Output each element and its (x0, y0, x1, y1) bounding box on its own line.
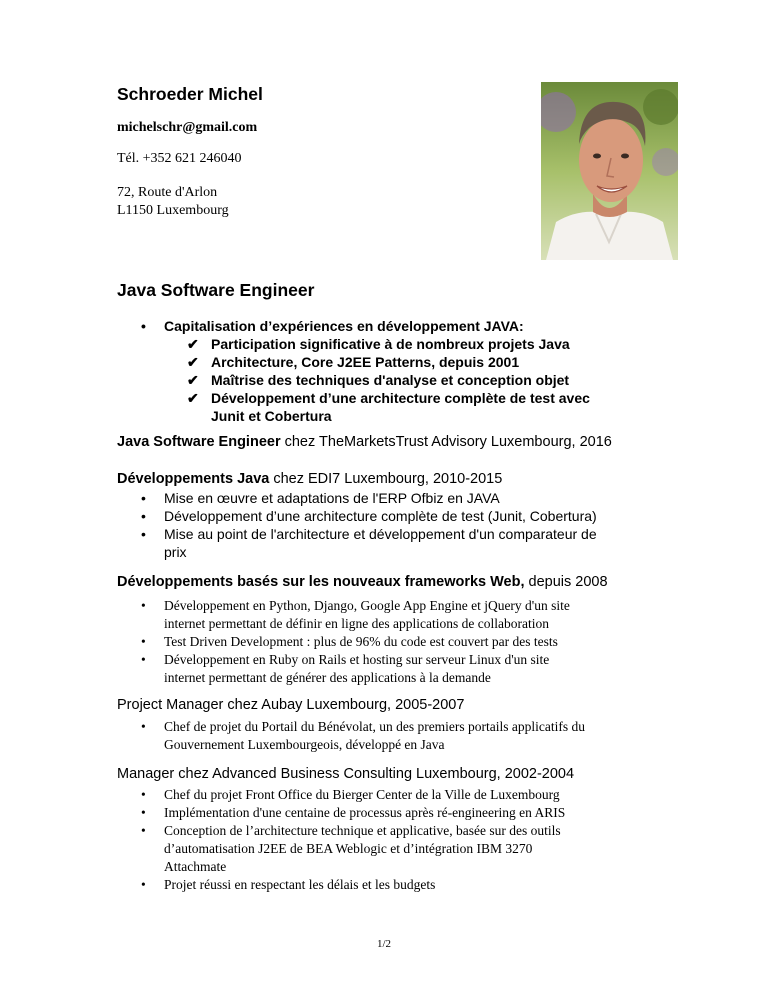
phone-number: Tél. +352 621 246040 (117, 151, 242, 166)
experience-list (117, 786, 565, 894)
address-line-2: L1150 Luxembourg (117, 203, 229, 218)
experience-details: depuis 2008 (524, 574, 608, 590)
list-item: • Chef du projet Front Office du Bierger Center de la Ville de Luxembourg (117, 786, 565, 804)
list-item-continuation: internet permettant de définir en ligne des applications de collaboration (164, 616, 549, 631)
list-item-continuation: d’automatisation J2EE de BEA Weblogic et d’intégration IBM 3270 (164, 841, 533, 856)
capitalisation-item: ✔ Participation significative à de nombreux projets Java (187, 336, 570, 352)
experience-role: Développements Java (117, 471, 270, 487)
profile-photo (541, 82, 678, 260)
list-item: • Conception de l’architecture technique et applicative, basée sur des outils (117, 822, 565, 840)
experience-details: chez TheMarketsTrust Advisory Luxembourg, 2016 (280, 434, 612, 450)
capitalisation-list (117, 317, 590, 335)
checkmark-icon: ✔ (187, 372, 199, 388)
capitalisation-item-continuation: Junit et Cobertura (211, 408, 332, 424)
capitalisation-item: ✔ Maîtrise des techniques d'analyse et conception objet (187, 372, 570, 388)
list-item: • Mise en œuvre et adaptations de l'ERP Ofbiz en JAVA (117, 489, 597, 507)
checkmark-icon: ✔ (187, 336, 199, 352)
list-item: • Développement en Ruby on Rails et hosting sur serveur Linux d'un site (117, 651, 570, 669)
list-item: • Implémentation d'une centaine de processus après ré-engineering en ARIS (117, 804, 565, 822)
capitalisation-heading: • Capitalisation d’expériences en développement JAVA: (117, 317, 590, 335)
list-item: • Chef de projet du Portail du Bénévolat, un des premiers portails applicatifs du (117, 718, 585, 736)
list-item: • Développement d’une architecture complète de test (Junit, Cobertura) (117, 507, 597, 525)
page-number: 1/2 (376, 938, 392, 950)
capitalisation-item: ✔ Architecture, Core J2EE Patterns, depuis 2001 (187, 354, 520, 370)
capitalisation-items (117, 335, 590, 425)
list-item-continuation: Attachmate (164, 859, 227, 874)
experience-heading: Project Manager chez Aubay Luxembourg, 2005-2007 (117, 697, 465, 713)
experience-heading: Manager chez Advanced Business Consulting Luxembourg, 2002-2004 (117, 766, 575, 782)
checkmark-icon: ✔ (187, 354, 199, 370)
experience-role: Développements basés sur les nouveaux frameworks Web, (117, 574, 525, 590)
experience-heading (117, 573, 608, 591)
experience-heading (117, 470, 502, 488)
checkmark-icon: ✔ (187, 390, 199, 406)
experience-details: chez EDI7 Luxembourg, 2010-2015 (269, 471, 503, 487)
list-item: • Projet réussi en respectant les délais et les budgets (117, 876, 565, 894)
experience-list (117, 489, 597, 561)
list-item-continuation: prix (164, 544, 187, 560)
list-item-continuation: Gouvernement Luxembourgeois, développé en Java (164, 737, 445, 752)
list-item-continuation: internet permettant de générer des applications à la demande (164, 670, 491, 685)
candidate-name: Schroeder Michel (117, 84, 263, 104)
job-title: Java Software Engineer (117, 280, 315, 300)
address-line-1: 72, Route d'Arlon (117, 185, 218, 200)
capitalisation-section (117, 317, 590, 425)
experience-list (117, 597, 570, 687)
email-address: michelschr@gmail.com (117, 120, 258, 135)
experience-list (117, 718, 585, 754)
experience-role: Java Software Engineer (117, 434, 281, 450)
list-item: • Développement en Python, Django, Google App Engine et jQuery d'un site (117, 597, 570, 615)
experience-heading (117, 433, 612, 451)
list-item: • Mise au point de l'architecture et développement d'un comparateur de (117, 525, 597, 543)
postal-address (117, 184, 229, 220)
capitalisation-item: ✔ Développement d’une architecture complète de test avec (187, 390, 590, 406)
list-item: • Test Driven Development : plus de 96% du code est couvert par des tests (117, 633, 570, 651)
